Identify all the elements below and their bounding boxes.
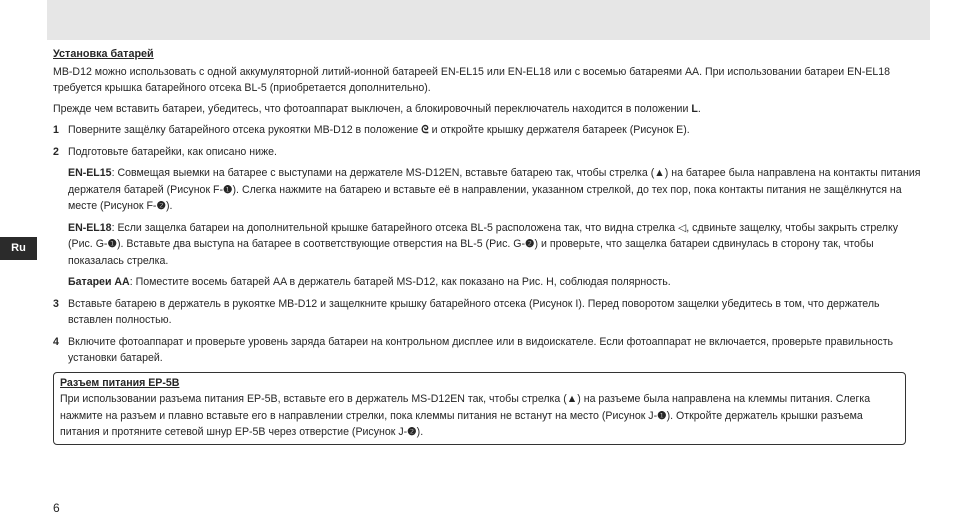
sub-text: : Совмещая выемки на батарее с выступами на держателе MS-D12EN, вставьте батарею так, чтобы стрелка (▲) на батарее была направлена на контакты питания держателя батарей (Рисунок F- xyxy=(68,167,921,196)
note-text-b: ). Откройте держатель крышки разъема питания и протяните сетевой шнур EP-5B через отверстие (Рисунок J- xyxy=(60,409,863,438)
sub-aa xyxy=(68,274,924,291)
step-number: 1 xyxy=(53,124,59,136)
step-number: 4 xyxy=(53,335,59,348)
language-tab: Ru xyxy=(0,237,37,260)
circled-two-icon: ❷ xyxy=(407,426,417,438)
header-band xyxy=(47,0,930,40)
sub-text: : Поместите восемь батарей AA в держатель батарей MS-D12, как показано на Рис. H, соблюдая полярность. xyxy=(129,276,671,288)
circled-one-icon: ❶ xyxy=(223,183,233,196)
step-text: Вставьте батарею в держатель в рукоятке MB-D12 и защелкните крышку батарейного отсека (Рисунок I). Перед поворотом защелки убедитесь в том, что держатель вставлен полностью. xyxy=(68,297,880,326)
sub-label: EN-EL18 xyxy=(68,221,112,234)
step-text-a: Поверните защёлку батарейного отсека рукоятки MB-D12 в положение xyxy=(68,124,419,136)
sub-text: ). Слегка нажмите на батарею и вставьте её в направлении, указанном стрелкой, до тех пор, пока контакты питания не защёлкнутся на месте (Рисунок F- xyxy=(68,183,902,212)
step-number: 2 xyxy=(53,145,59,158)
page-content xyxy=(53,46,924,445)
page-number: 6 xyxy=(53,501,60,515)
step-2 xyxy=(53,144,924,161)
circled-two-icon: ❷ xyxy=(156,200,166,212)
note-box xyxy=(53,372,906,445)
step-4 xyxy=(53,334,924,367)
note-text-c: ). xyxy=(416,426,424,438)
note-title: Разъем питания EP-5B xyxy=(60,376,180,389)
intro-text: Прежде чем вставить батареи, убедитесь, что фотоаппарат выключен, а блокировочный переключатель находится в положении xyxy=(53,102,689,115)
section-title: Установка батарей xyxy=(53,48,154,60)
intro-period: . xyxy=(697,102,701,115)
latch-open-icon: ᘓ xyxy=(421,124,429,136)
sub-text: ) и проверьте, что защелка батареи сдвинулась в сторону так, чтобы показалась стрелка. xyxy=(68,238,874,267)
sub-label: EN-EL15 xyxy=(68,167,112,179)
lock-position: L xyxy=(691,102,698,115)
step-text xyxy=(68,122,924,139)
intro-paragraph: MB-D12 можно использовать с одной аккумуляторной литий-ионной батареей EN-EL15 или EN-EL18 или с восемью батареями AA. При использовании батареи EN-EL18 требуется крышка батарейного отсека BL-5 (приобретается дополнительно). xyxy=(53,65,891,94)
note-text xyxy=(60,391,899,441)
circled-two-icon: ❷ xyxy=(525,238,535,250)
step-3 xyxy=(53,296,924,329)
sub-en-el15 xyxy=(68,165,924,215)
sub-label: Батареи AA xyxy=(68,276,130,288)
sub-text: ). xyxy=(165,200,173,212)
step-1 xyxy=(53,122,924,139)
sub-en-el18 xyxy=(68,220,924,270)
intro-paragraph-lock xyxy=(53,101,924,118)
sub-text: ). Вставьте два выступа на батарее в соответствующие отверстия на BL-5 (Рис. G- xyxy=(116,238,526,250)
circled-one-icon: ❶ xyxy=(107,238,117,250)
note-text-a: При использовании разъема питания EP-5B, вставьте его в держатель MS-D12EN так, чтобы стрелка (▲) на разъеме была направлена на клеммы питания. Слегка нажмите на разъем и плавно вставьте его в направлении стрелки, пока клеммы питания не встанут на место (Рисунок J- xyxy=(60,393,871,422)
step-text: Включите фотоаппарат и проверьте уровень заряда батареи на контрольном дисплее или в видоискателе. Если фотоаппарат не включается, проверьте правильность установки батарей. xyxy=(68,335,894,364)
step-text: Подготовьте батарейки, как описано ниже. xyxy=(68,145,277,158)
step-number: 3 xyxy=(53,297,59,310)
sub-text: : Если защелка батареи на дополнительной крышке батарейного отсека BL-5 расположена так, что видна стрелка ◁, сдвиньте защелку, чтобы закрыть стрелку (Рис. G- xyxy=(68,221,899,250)
step-text-b: и откройте крышку держателя батареек (Рисунок E). xyxy=(431,124,690,136)
circled-one-icon: ❶ xyxy=(657,409,667,422)
